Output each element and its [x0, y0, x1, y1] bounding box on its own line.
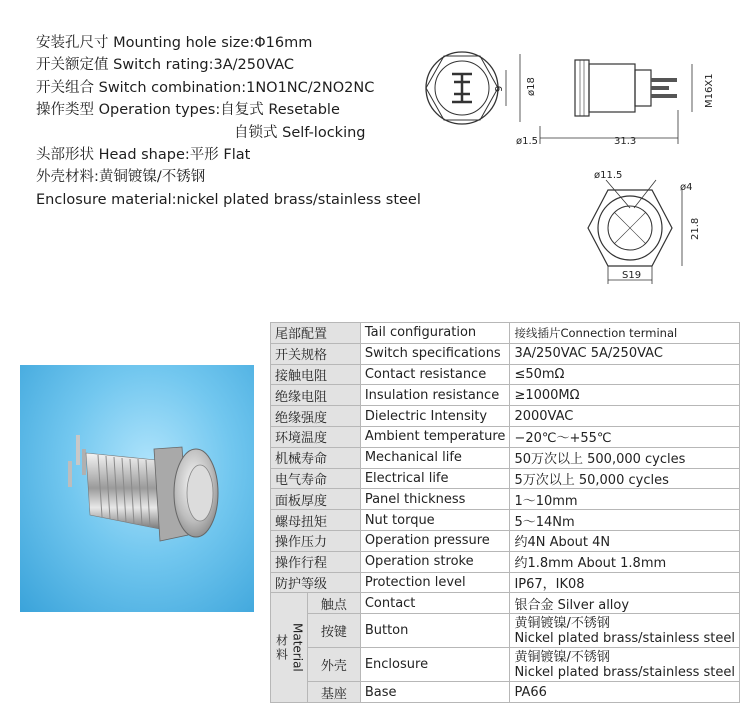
row-label-cn: 机械寿命	[271, 447, 361, 468]
material-row-button	[271, 614, 740, 648]
row-label-en: Nut torque	[360, 510, 510, 531]
side-view-drawing	[410, 30, 740, 160]
row-value: 约1.8mm About 1.8mm	[510, 551, 740, 572]
mounting-hole-spec: 安装孔尺寸 Mounting hole size:Φ16mm	[36, 35, 313, 51]
base-label-en: Base	[360, 682, 510, 703]
row-label-cn: 环境温度	[271, 426, 361, 447]
row-label-en: Switch specifications	[360, 343, 510, 364]
enclosure-label-cn: 外壳	[307, 648, 360, 682]
row-label-en: Operation pressure	[360, 530, 510, 551]
row-label-cn: 绝缘电阻	[271, 385, 361, 406]
material-row-enclosure	[271, 648, 740, 682]
table-row	[271, 489, 740, 510]
button-value-cn: 黄铜镀镍/不锈钢	[514, 615, 610, 631]
table-row	[271, 343, 740, 364]
dim-m16: M16X1	[704, 73, 715, 108]
base-value: PA66	[510, 682, 740, 703]
enclosure-material-cn: 外壳材料:黄铜镀镍/不锈钢	[36, 169, 206, 186]
head-shape-spec: 头部形状 Head shape:平形 Flat	[36, 147, 251, 164]
enclosure-value-en: Nickel plated brass/stainless steel	[514, 664, 735, 680]
self-locking-spec: 自锁式 Self-locking	[234, 124, 366, 141]
button-value-en: Nickel plated brass/stainless steel	[514, 630, 735, 646]
row-label-en: Dielectric Intensity	[360, 406, 510, 427]
switch-rating-spec: 开关额定值 Switch rating:3A/250VAC	[36, 57, 294, 74]
table-row	[271, 510, 740, 531]
contact-value: 银合金 Silver alloy	[510, 593, 740, 614]
operation-type-spec: 操作类型 Operation types:自复式 Resetable	[36, 102, 340, 119]
row-label-cn: 操作压力	[271, 530, 361, 551]
dim-d4: ø4	[680, 182, 693, 193]
row-label-cn: 面板厚度	[271, 489, 361, 510]
parameter-table	[270, 322, 740, 703]
material-row-contact	[271, 593, 740, 614]
dim-d15: ø1.5	[516, 136, 539, 147]
dim-218: 21.8	[690, 217, 701, 240]
enclosure-label-en: Enclosure	[360, 648, 510, 682]
button-label-cn: 按键	[307, 614, 360, 648]
dim-s19: S19	[622, 270, 642, 281]
row-value: ≥1000MΩ	[510, 385, 740, 406]
row-label-cn: 操作行程	[271, 551, 361, 572]
row-label-cn: 绝缘强度	[271, 406, 361, 427]
row-value: 2000VAC	[510, 406, 740, 427]
dim-313: 31.3	[614, 136, 637, 147]
table-row	[271, 447, 740, 468]
contact-label-en: Contact	[360, 593, 510, 614]
table-row	[271, 323, 740, 344]
row-label-en: Electrical life	[360, 468, 510, 489]
row-label-en: Insulation resistance	[360, 385, 510, 406]
row-label-cn: 螺母扭矩	[271, 510, 361, 531]
table-row	[271, 385, 740, 406]
row-label-cn: 防护等级	[271, 572, 361, 593]
spec-summary	[36, 32, 421, 211]
base-label-cn: 基座	[307, 682, 360, 703]
row-value: 1～10mm	[510, 489, 740, 510]
dim-d115: ø11.5	[594, 170, 623, 181]
row-label-cn: 尾部配置	[271, 323, 361, 344]
button-value	[510, 614, 740, 648]
table-row	[271, 426, 740, 447]
row-label-en: Operation stroke	[360, 551, 510, 572]
row-value: IP67，IK08	[510, 572, 740, 593]
row-value: 5万次以上 50,000 cycles	[510, 468, 740, 489]
table-row	[271, 468, 740, 489]
row-label-en: Protection level	[360, 572, 510, 593]
table-row	[271, 551, 740, 572]
row-value: 约4N About 4N	[510, 530, 740, 551]
dim-d18: ø18	[526, 77, 537, 96]
enclosure-material-en: Enclosure material:nickel plated brass/stainless steel	[36, 191, 421, 208]
table-row	[271, 572, 740, 593]
table-row	[271, 530, 740, 551]
row-label-cn: 接触电阻	[271, 364, 361, 385]
row-label-en: Contact resistance	[360, 364, 510, 385]
row-label-en: Ambient temperature	[360, 426, 510, 447]
product-photo	[20, 365, 254, 612]
enclosure-value	[510, 648, 740, 682]
material-row-base	[271, 682, 740, 703]
row-value: 50万次以上 500,000 cycles	[510, 447, 740, 468]
material-group-label	[271, 593, 308, 703]
contact-label-cn: 触点	[307, 593, 360, 614]
row-value: 3A/250VAC 5A/250VAC	[510, 343, 740, 364]
row-label-en: Mechanical life	[360, 447, 510, 468]
material-label-cn: 材料	[274, 633, 289, 662]
switch-combination-spec: 开关组合 Switch combination:1NO1NC/2NO2NC	[36, 79, 375, 96]
row-label-cn: 电气寿命	[271, 468, 361, 489]
front-view-drawing	[570, 168, 720, 293]
enclosure-value-cn: 黄铜镀镍/不锈钢	[514, 649, 610, 665]
row-value: −20℃～+55℃	[510, 426, 740, 447]
table-row	[271, 406, 740, 427]
table-row	[271, 364, 740, 385]
row-label-en: Panel thickness	[360, 489, 510, 510]
button-label-en: Button	[360, 614, 510, 648]
dim-9: 9	[494, 85, 505, 92]
row-label-cn: 开关规格	[271, 343, 361, 364]
row-value: 接线插片Connection terminal	[510, 323, 740, 344]
row-label-en: Tail configuration	[360, 323, 510, 344]
row-value: 5～14Nm	[510, 510, 740, 531]
row-value: ≤50mΩ	[510, 364, 740, 385]
material-label-en: Material	[290, 623, 305, 673]
